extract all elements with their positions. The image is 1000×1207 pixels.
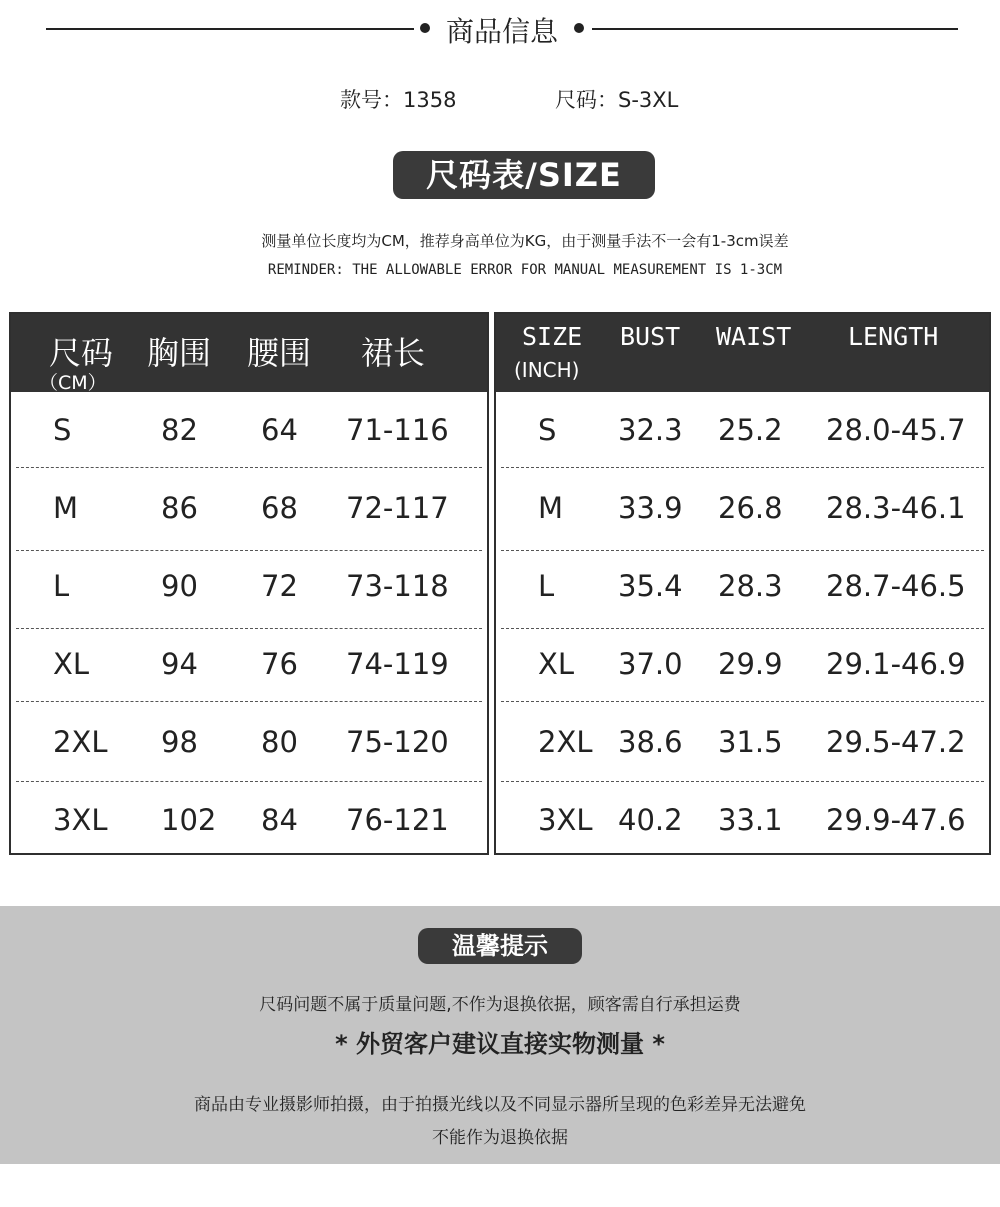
divider-line-left <box>46 28 414 30</box>
table-row <box>11 627 487 705</box>
size-table-inch <box>494 312 991 855</box>
cell-waist: 33.1 <box>718 803 783 837</box>
cell-bust: 38.6 <box>618 725 683 759</box>
header-size-unit: (INCH) <box>514 358 580 382</box>
cell-bust: 98 <box>161 725 198 759</box>
cell-waist: 26.8 <box>718 491 783 525</box>
cell-bust: 102 <box>161 803 217 837</box>
cell-waist: 84 <box>261 803 298 837</box>
cell-waist: 80 <box>261 725 298 759</box>
table-row <box>496 705 989 783</box>
table-row <box>496 783 989 861</box>
cell-bust: 35.4 <box>618 569 683 603</box>
row-divider <box>16 781 482 782</box>
header-bust: BUST <box>620 322 681 351</box>
table-row <box>496 627 989 705</box>
table-row <box>11 549 487 627</box>
section-title: 商品信息 <box>445 15 558 48</box>
cell-length: 28.0-45.7 <box>826 413 966 447</box>
header-length: LENGTH <box>848 322 939 351</box>
cell-waist: 31.5 <box>718 725 783 759</box>
tips-badge: 温馨提示 <box>418 928 582 964</box>
cell-size: M <box>538 491 564 525</box>
row-divider <box>501 781 984 782</box>
cell-length: 73-118 <box>346 569 449 603</box>
cell-length: 29.1-46.9 <box>826 647 966 681</box>
cell-waist: 25.2 <box>718 413 783 447</box>
size-range: 尺码：S-3XL <box>555 88 679 112</box>
cell-size: XL <box>538 647 575 681</box>
cell-bust: 82 <box>161 413 198 447</box>
cell-waist: 28.3 <box>718 569 783 603</box>
cell-length: 76-121 <box>346 803 449 837</box>
header-size: SIZE <box>522 322 583 351</box>
section-header <box>46 8 958 48</box>
row-divider <box>501 701 984 702</box>
table-row <box>496 393 989 471</box>
table-row <box>496 549 989 627</box>
cell-bust: 37.0 <box>618 647 683 681</box>
cell-size: S <box>53 413 72 447</box>
row-divider <box>16 467 482 468</box>
cell-size: 2XL <box>53 725 108 759</box>
cell-waist: 68 <box>261 491 298 525</box>
cell-waist: 64 <box>261 413 298 447</box>
header-size: 尺码 <box>49 334 114 372</box>
measurement-note-cn: 测量单位长度均为CM，推荐身高单位为KG，由于测量手法不一会有1-3cm误差 <box>261 232 789 250</box>
divider-line-right <box>592 28 958 30</box>
table-row <box>11 471 487 549</box>
style-number: 款号：1358 <box>340 88 457 112</box>
tips-panel <box>0 906 1000 1164</box>
row-divider <box>501 467 984 468</box>
cell-bust: 32.3 <box>618 413 683 447</box>
cell-size: L <box>538 569 555 603</box>
cell-size: 2XL <box>538 725 593 759</box>
cell-length: 75-120 <box>346 725 449 759</box>
bullet-dot-left <box>420 23 430 33</box>
header-length: 裙长 <box>361 334 426 372</box>
table-header <box>496 314 989 392</box>
cell-length: 74-119 <box>346 647 449 681</box>
cell-bust: 40.2 <box>618 803 683 837</box>
header-waist: WAIST <box>716 322 792 351</box>
cell-length: 29.5-47.2 <box>826 725 966 759</box>
cell-length: 72-117 <box>346 491 449 525</box>
cell-size: XL <box>53 647 90 681</box>
row-divider <box>16 701 482 702</box>
cell-size: 3XL <box>538 803 593 837</box>
table-row <box>496 471 989 549</box>
tips-line-2: * 外贸客户建议直接实物测量 * <box>335 1030 665 1058</box>
size-table-cm <box>9 312 489 855</box>
header-size-unit: （CM） <box>39 372 107 394</box>
header-bust: 胸围 <box>147 334 212 372</box>
header-waist: 腰围 <box>247 334 312 372</box>
bullet-dot-right <box>574 23 584 33</box>
table-header <box>11 314 487 392</box>
cell-size: S <box>538 413 557 447</box>
cell-bust: 94 <box>161 647 198 681</box>
cell-bust: 86 <box>161 491 198 525</box>
cell-waist: 72 <box>261 569 298 603</box>
table-row <box>11 783 487 861</box>
cell-size: L <box>53 569 70 603</box>
cell-size: M <box>53 491 79 525</box>
cell-size: 3XL <box>53 803 108 837</box>
cell-waist: 76 <box>261 647 298 681</box>
tips-line-1: 尺码问题不属于质量问题,不作为退换依据，顾客需自行承担运费 <box>259 995 741 1015</box>
cell-length: 29.9-47.6 <box>826 803 966 837</box>
cell-bust: 33.9 <box>618 491 683 525</box>
cell-bust: 90 <box>161 569 198 603</box>
cell-waist: 29.9 <box>718 647 783 681</box>
tips-line-4: 不能作为退换依据 <box>432 1128 568 1148</box>
tips-line-3: 商品由专业摄影师拍摄，由于拍摄光线以及不同显示器所呈现的色彩差异无法避免 <box>194 1095 806 1115</box>
table-row <box>11 705 487 783</box>
size-chart-badge: 尺码表/SIZE <box>393 151 655 199</box>
table-row <box>11 393 487 471</box>
cell-length: 71-116 <box>346 413 449 447</box>
measurement-note-en: REMINDER: THE ALLOWABLE ERROR FOR MANUAL MEASUREMENT IS 1-3CM <box>267 262 783 278</box>
cell-length: 28.3-46.1 <box>826 491 966 525</box>
cell-length: 28.7-46.5 <box>826 569 966 603</box>
